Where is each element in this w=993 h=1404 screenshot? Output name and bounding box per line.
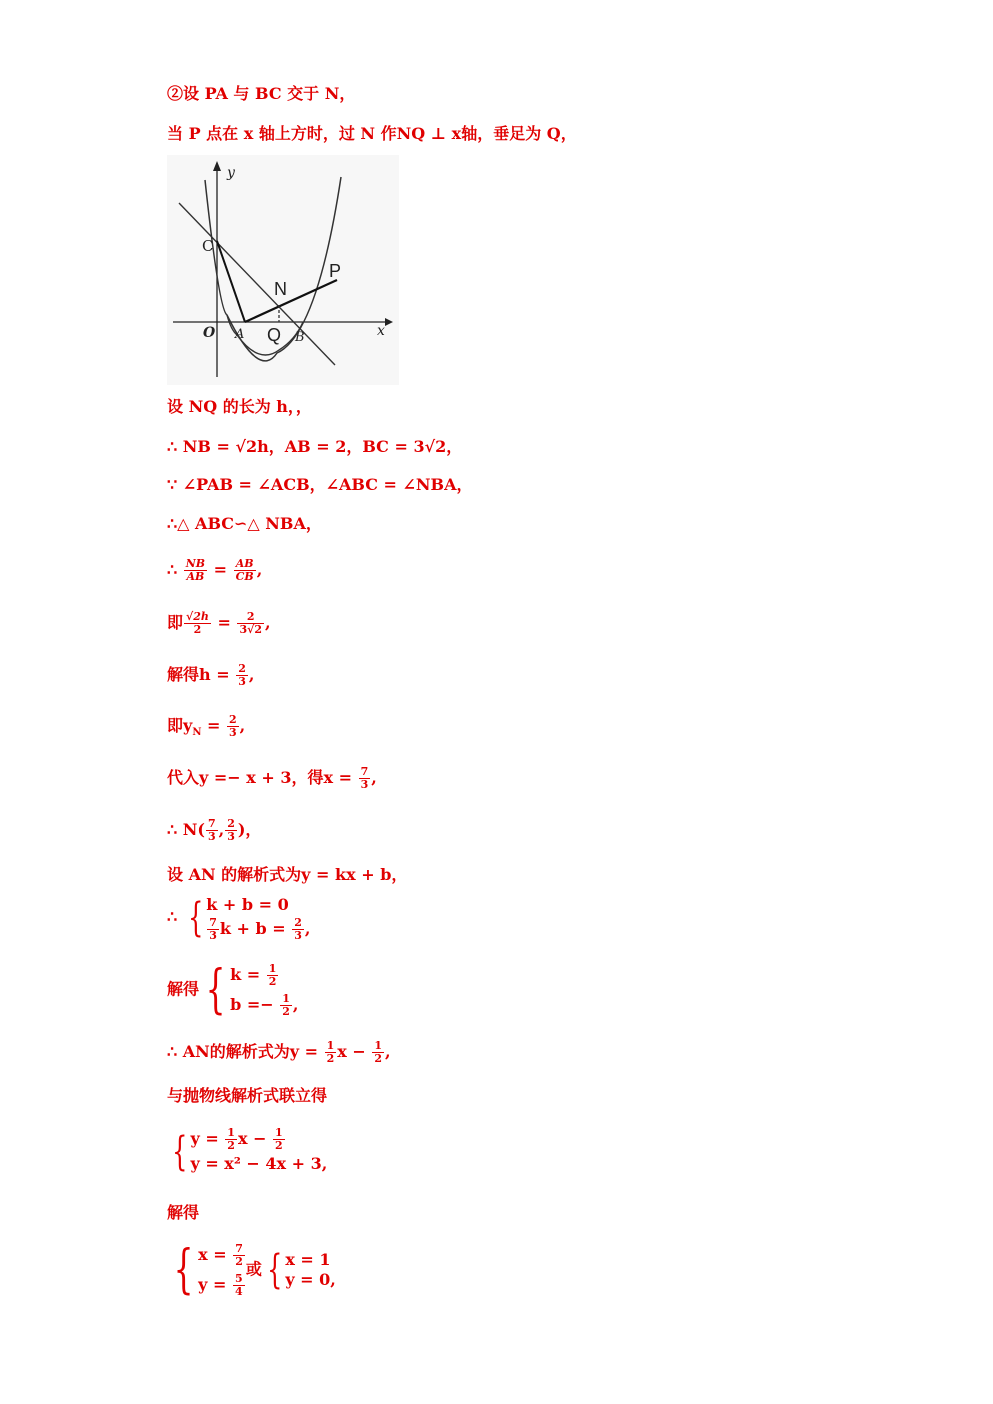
frac-num: 7 — [209, 916, 217, 929]
frac-den: AB — [186, 570, 205, 583]
solution-y-text: y = — [198, 1275, 232, 1294]
line-16-prefix: ∴ AN的解析式为y = — [167, 1042, 324, 1061]
parabola-figure — [167, 155, 399, 385]
system-3-row-1-text: y = — [190, 1129, 225, 1148]
frac-2-3-sys — [292, 917, 304, 942]
line-12: ∴ N( $\frac{7}{3}$ , $\frac{2}{3}$ )， — [167, 817, 262, 843]
line-7: ∴ $\frac{NB}{AB}$ = $\frac{AB}{CB}$ , — [167, 557, 263, 583]
solution-2 — [285, 1250, 336, 1290]
brace: { — [173, 1240, 194, 1300]
frac-2-3 — [236, 663, 248, 688]
line-19: 解得 — [167, 1203, 200, 1222]
frac-half — [280, 993, 292, 1018]
system-2-row-2-text: b =− — [230, 995, 280, 1014]
system-3-row-2: y = x² − 4x + 3, — [190, 1154, 328, 1173]
line-10: 即$y_N$ = $\frac{2}{3}$ , — [167, 713, 246, 739]
frac-5-4 — [233, 1273, 245, 1298]
system-1-row-2-text: k + b = — [219, 919, 292, 938]
line-8: 即 $\frac{√2h}{2}$ = $\frac{2}{3√2}$ , — [167, 610, 271, 636]
solution-2-row-1: x = 1 — [285, 1250, 331, 1269]
line-12-prefix: ∴ N( — [167, 820, 205, 839]
frac-den: 3 — [294, 929, 302, 942]
system-1 — [206, 893, 310, 942]
line-4: ∴ NB = √2h，AB = 2，BC = 3√2， — [167, 437, 463, 456]
frac-num: 2 — [294, 916, 302, 929]
solution-x-text: x = — [198, 1245, 233, 1264]
frac-den: 2 — [275, 1139, 283, 1152]
y-axis-arrow — [213, 161, 221, 171]
frac-num: 2 — [237, 611, 264, 624]
frac-7-2 — [233, 1243, 245, 1268]
system-2-row-2: b =− $\frac{1}{2}$ , — [230, 992, 299, 1018]
frac-den: 2 — [282, 1005, 290, 1018]
line-15-prefix: 解得 — [167, 979, 200, 999]
frac-yn — [227, 714, 239, 739]
brace: { — [172, 1128, 188, 1175]
label-a: A — [235, 327, 245, 342]
system-2 — [230, 960, 298, 1020]
frac-sqrt2h-2 — [184, 611, 211, 636]
frac-den: 2 — [227, 1139, 235, 1152]
label-o: O — [203, 325, 216, 341]
frac-7-3-sys — [207, 917, 219, 942]
system-3-row-2-text: y = x² − 4x + 3 — [190, 1154, 322, 1173]
frac-den: CB — [235, 570, 254, 583]
frac-half — [273, 1127, 285, 1152]
frac-den: 2 — [326, 1052, 335, 1065]
solution-1-row-1 — [198, 1240, 246, 1270]
frac-den: 3√2 — [239, 623, 262, 636]
subscript-n: N — [192, 727, 202, 739]
frac-2-3sqrt2 — [237, 611, 264, 636]
line-14 — [167, 893, 310, 942]
line-10-prefix: 即y — [167, 716, 193, 735]
line-20 — [167, 1240, 336, 1300]
line-6: ∴△ ABC∽△ NBA， — [167, 514, 322, 533]
frac-half — [325, 1040, 337, 1065]
line-11: 代入y =− x + 3，得x = $\frac{7}{3}$ , — [167, 765, 377, 791]
frac-half — [225, 1127, 237, 1152]
frac-num: 1 — [326, 1039, 335, 1052]
line-9-prefix: 解得h = — [167, 665, 236, 684]
system-3 — [190, 1127, 327, 1176]
line-11-text: 代入y =− x + 3，得x = — [167, 768, 358, 787]
line-8-prefix: 即 — [167, 613, 184, 632]
frac-num: 1 — [275, 1126, 283, 1139]
label-p: P — [329, 261, 342, 281]
frac-num: 1 — [282, 992, 290, 1005]
frac-num: 1 — [268, 962, 277, 975]
line-18 — [167, 1127, 327, 1176]
frac-nx — [206, 818, 218, 843]
frac-den: 3 — [209, 929, 217, 942]
solution-1-row-2 — [198, 1270, 246, 1300]
frac-den: 3 — [227, 830, 235, 843]
line-9: 解得h = $\frac{2}{3}$ , — [167, 662, 255, 688]
system-3-row-1-mid: x − — [237, 1129, 273, 1148]
solution-2-row-2-text: y = 0 — [285, 1270, 331, 1289]
system-1-row-2: $\frac{7}{3}$ k + b = $\frac{2}{3}$ , — [209, 916, 311, 942]
figure-svg — [167, 155, 399, 385]
line-7-prefix: ∴ — [167, 560, 183, 579]
line-15 — [167, 960, 298, 1020]
frac-num: 2 — [238, 662, 246, 675]
label-n: N — [274, 279, 287, 299]
line-14-prefix: ∴ — [167, 907, 183, 926]
line-2: 当 P 点在 x 轴上方时，过 N 作NQ ⊥ x轴，垂足为 Q， — [167, 124, 577, 143]
label-y: y — [227, 165, 235, 181]
label-c: C — [202, 237, 214, 255]
label-b: B — [295, 330, 305, 345]
frac-num: AB — [234, 558, 256, 571]
line-5: ∵ ∠PAB = ∠ACB，∠ABC = ∠NBA， — [167, 475, 473, 494]
frac-num: 7 — [235, 1242, 243, 1255]
line-16-mid: x − — [337, 1042, 372, 1061]
frac-ab-cb — [234, 558, 256, 583]
frac-num: 1 — [227, 1126, 235, 1139]
label-q: Q — [267, 325, 282, 345]
brace: { — [187, 894, 204, 941]
frac-num: 2 — [227, 817, 235, 830]
frac-num: 2 — [229, 713, 237, 726]
system-2-row-1 — [230, 960, 298, 990]
frac-den: 2 — [268, 975, 277, 988]
frac-num: √2h — [186, 610, 209, 623]
system-3-row-1 — [190, 1127, 327, 1152]
solution-2-row-2: y = 0, — [285, 1270, 336, 1289]
system-1-row-1: k + b = 0 — [206, 895, 289, 914]
frac-num: 1 — [374, 1039, 383, 1052]
frac-den: 3 — [229, 726, 237, 739]
frac-num: 7 — [360, 765, 369, 778]
frac-7-3 — [359, 766, 371, 791]
x-axis-arrow — [385, 318, 393, 326]
frac-nb-ab — [184, 558, 207, 583]
frac-den: 2 — [193, 623, 202, 636]
line-3: 设 NQ 的长为 h，， — [167, 397, 312, 416]
frac-den: 3 — [207, 830, 216, 843]
brace: { — [205, 960, 226, 1020]
system-2-row-1-text: k = — [230, 965, 266, 984]
frac-den: 3 — [360, 778, 369, 791]
frac-half — [267, 963, 279, 988]
or-text: 或 — [245, 1259, 262, 1279]
frac-num: 5 — [234, 1272, 243, 1285]
frac-num: NB — [185, 557, 206, 570]
frac-den: 2 — [374, 1052, 383, 1065]
frac-num: 7 — [207, 817, 216, 830]
frac-half — [372, 1040, 384, 1065]
line-13: 设 AN 的解析式为y = kx + b， — [167, 865, 408, 884]
frac-ny — [225, 818, 237, 843]
label-x: x — [377, 323, 385, 339]
frac-den: 3 — [238, 675, 246, 688]
segment-ca — [217, 241, 245, 322]
line-17: 与抛物线解析式联立得 — [167, 1086, 328, 1105]
frac-den: 2 — [235, 1255, 243, 1268]
line-16: ∴ AN的解析式为y = $\frac{1}{2}$ x − $\frac{1}{2}$ , — [167, 1039, 391, 1065]
line-1: ②设 PA 与 BC 交于 N， — [167, 84, 356, 103]
brace: { — [266, 1247, 283, 1293]
solution-1 — [198, 1240, 246, 1300]
frac-den: 4 — [234, 1285, 243, 1298]
